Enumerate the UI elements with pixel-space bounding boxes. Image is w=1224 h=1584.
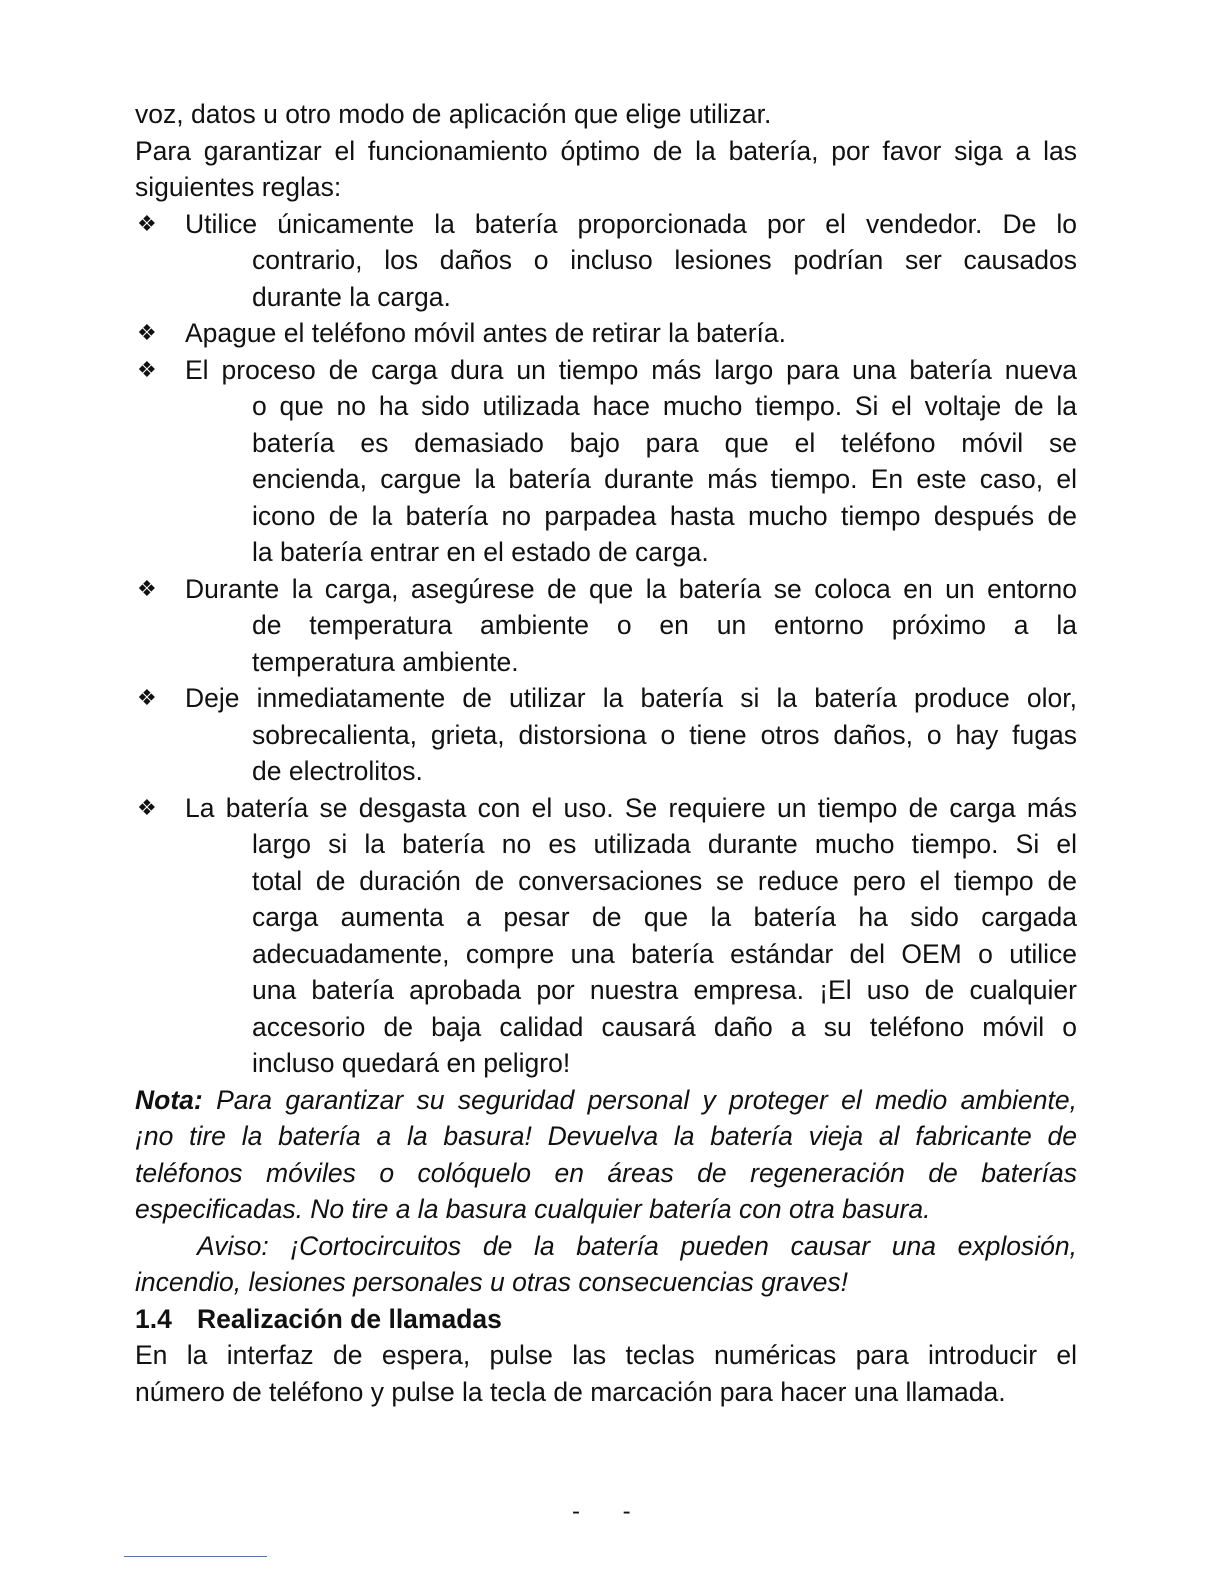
bullet-cont-line: encienda, cargue la batería durante más tiempo. En este caso, el xyxy=(252,464,1077,494)
bullet-item xyxy=(135,206,1077,316)
bullet-cont-line: contrario, los daños o incluso lesiones podrían ser causados xyxy=(252,245,1077,275)
bullet-first-line: El proceso de carga dura un tiempo más largo para una batería nueva xyxy=(185,354,1077,385)
diamond-bullet-icon: ❖ xyxy=(137,794,157,820)
section-line: número de teléfono y pulse la tecla de marcación para hacer una llamada. xyxy=(135,1376,1006,1407)
bullet-cont-line: incluso quedará en peligro! xyxy=(252,1048,571,1078)
note-line: ¡no tire la batería a la basura! Devuelva la batería vieja al fabricante de xyxy=(135,1121,1077,1151)
bullet-first-line: Deje inmediatamente de utilizar la batería si la batería produce olor, xyxy=(185,683,1077,713)
bullet-cont-line: sobrecalienta, grieta, distorsiona o tiene otros daños, o hay fugas xyxy=(252,719,1077,750)
bullet-cont-line: de temperatura ambiente o en un entorno próximo a la xyxy=(252,610,1077,640)
bullet-cont-line: batería es demasiado bajo para que el teléfono móvil se xyxy=(252,427,1077,458)
bullet-cont-line: de electrolitos. xyxy=(252,756,423,786)
diamond-bullet-icon: ❖ xyxy=(137,356,157,382)
section-heading xyxy=(135,1301,1077,1338)
bullet-cont-line: total de duración de conversaciones se reduce pero el tiempo de xyxy=(252,865,1077,896)
intro-line: siguientes reglas: xyxy=(135,172,342,202)
intro-line: Para garantizar el funcionamiento óptimo de la batería, por favor siga a las xyxy=(135,135,1077,166)
warning-line: incendio, lesiones personales u otras consecuencias graves! xyxy=(135,1267,848,1297)
note-label: Nota: xyxy=(135,1084,203,1115)
bullet-cont-line: icono de la batería no parpadea hasta mucho tiempo después de xyxy=(252,500,1077,531)
bullet-cont-line: accesorio de baja calidad causará daño a su teléfono móvil o xyxy=(252,1011,1077,1042)
bullet-cont-line: temperatura ambiente. xyxy=(252,646,519,677)
note-first-line xyxy=(135,1082,1077,1119)
footnote-divider xyxy=(124,1556,267,1557)
bullet-item xyxy=(135,790,1077,1082)
page-number: - - xyxy=(572,1498,649,1525)
intro-line: voz, datos u otro modo de aplicación que elige utilizar. xyxy=(135,99,772,129)
section-number: 1.4 xyxy=(135,1303,172,1334)
note-line: teléfonos móviles o colóquelo en áreas de regeneración de baterías xyxy=(135,1157,1077,1188)
note-block xyxy=(135,1082,1077,1228)
note-text: Para garantizar su seguridad personal y proteger el medio ambiente, xyxy=(216,1084,1077,1115)
diamond-bullet-icon: ❖ xyxy=(137,210,157,236)
bullet-first-line: Durante la carga, asegúrese de que la batería se coloca en un entorno xyxy=(185,573,1077,604)
bullet-cont-line: carga aumenta a pesar de que la batería ha sido cargada xyxy=(252,902,1077,932)
section-line: En la interfaz de espera, pulse las teclas numéricas para introducir el xyxy=(135,1340,1077,1370)
bullet-item xyxy=(135,571,1077,681)
bullet-item xyxy=(135,352,1077,571)
bullet-cont-line: durante la carga. xyxy=(252,281,451,312)
document-page xyxy=(135,96,1077,1410)
warning-line: Aviso: ¡Cortocircuitos de la batería pueden causar una explosión, xyxy=(197,1230,1077,1261)
bullet-cont-line: la batería entrar en el estado de carga. xyxy=(252,537,709,567)
bullet-item xyxy=(135,680,1077,790)
bullet-cont-line: o que no ha sido utilizada hace mucho tiempo. Si el voltaje de la xyxy=(252,391,1077,421)
section-title: Realización de llamadas xyxy=(197,1303,502,1334)
bullet-first-line: Utilice únicamente la batería proporcionada por el vendedor. De lo xyxy=(185,208,1077,239)
bullet-first-line: Apague el teléfono móvil antes de retirar la batería. xyxy=(185,318,787,348)
note-line: especificadas. No tire a la basura cualquier batería con otra basura. xyxy=(135,1194,931,1224)
warning-block xyxy=(135,1228,1077,1301)
bullet-cont-line: largo si la batería no es utilizada durante mucho tiempo. Si el xyxy=(252,829,1077,859)
diamond-bullet-icon: ❖ xyxy=(137,685,157,710)
bullet-item xyxy=(135,315,1077,352)
bullet-first-line: La batería se desgasta con el uso. Se requiere un tiempo de carga más xyxy=(185,792,1077,823)
diamond-bullet-icon: ❖ xyxy=(137,575,157,601)
diamond-bullet-icon: ❖ xyxy=(137,320,157,345)
bullet-cont-line: adecuadamente, compre una batería estándar del OEM o utilice xyxy=(252,938,1077,969)
bullet-cont-line: una batería aprobada por nuestra empresa. ¡El uso de cualquier xyxy=(252,975,1077,1005)
